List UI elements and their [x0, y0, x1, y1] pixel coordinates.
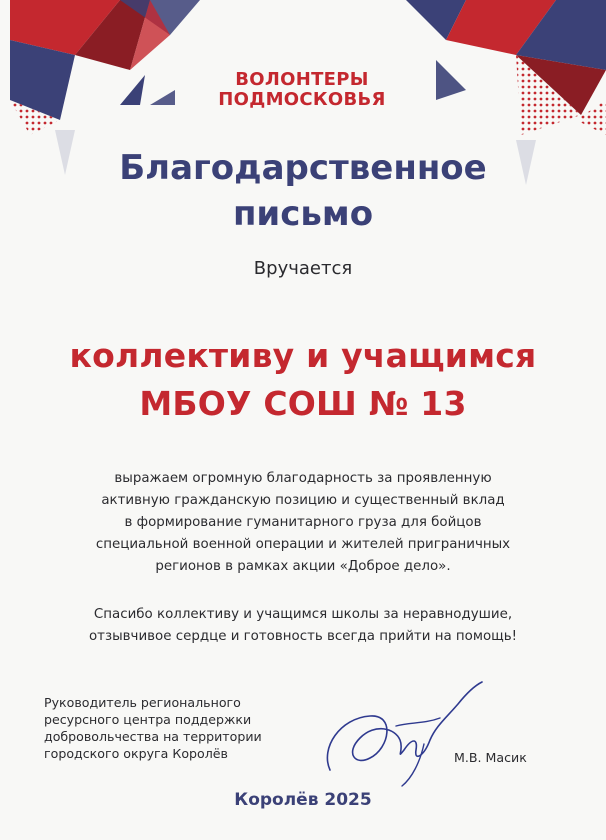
body-line: Спасибо коллективу и учащимся школы за неравнодушие, — [93, 607, 513, 622]
signer-title-line: городского округа Королёв — [44, 746, 228, 761]
body-line: активную гражданскую позицию и существенный вклад — [101, 493, 505, 508]
logo — [202, 70, 402, 110]
footer-city-year: Королёв 2025 — [234, 790, 372, 810]
logo-line-2: ПОДМОСКОВЬЯ — [218, 89, 386, 110]
body-line: отзывчивое сердце и готовность всегда прийти на помощь! — [88, 629, 518, 644]
signer-title-line: добровольчества на территории — [44, 729, 262, 744]
body-paragraph-2 — [30, 604, 576, 648]
body-line: выражаем огромную благодарность за проявленную — [114, 471, 492, 486]
body-line: регионов в рамках акции «Доброе дело». — [155, 559, 451, 574]
recipient-line-1: коллективу и учащимся — [69, 336, 537, 375]
signer-title — [44, 694, 262, 762]
body-line: в формирование гуманитарного груза для бойцов — [124, 515, 482, 530]
recipient-line-2: МБОУ СОШ № 13 — [139, 384, 467, 423]
body-line: специальной военной операции и жителей приграничных — [95, 537, 511, 552]
signer-title-line: Руководитель регионального — [44, 695, 241, 710]
logo-line-1: ВОЛОНТЕРЫ — [235, 69, 369, 90]
document-title-line-2: письмо — [232, 194, 374, 234]
handwritten-signature-icon — [300, 678, 500, 788]
body-paragraph-1 — [30, 468, 576, 578]
signer-title-line: ресурсного центра поддержки — [44, 712, 252, 727]
subtitle: Вручается — [253, 258, 353, 279]
signer-name: М.В. Масик — [454, 750, 527, 765]
document-title-line-1: Благодарственное — [119, 148, 487, 188]
